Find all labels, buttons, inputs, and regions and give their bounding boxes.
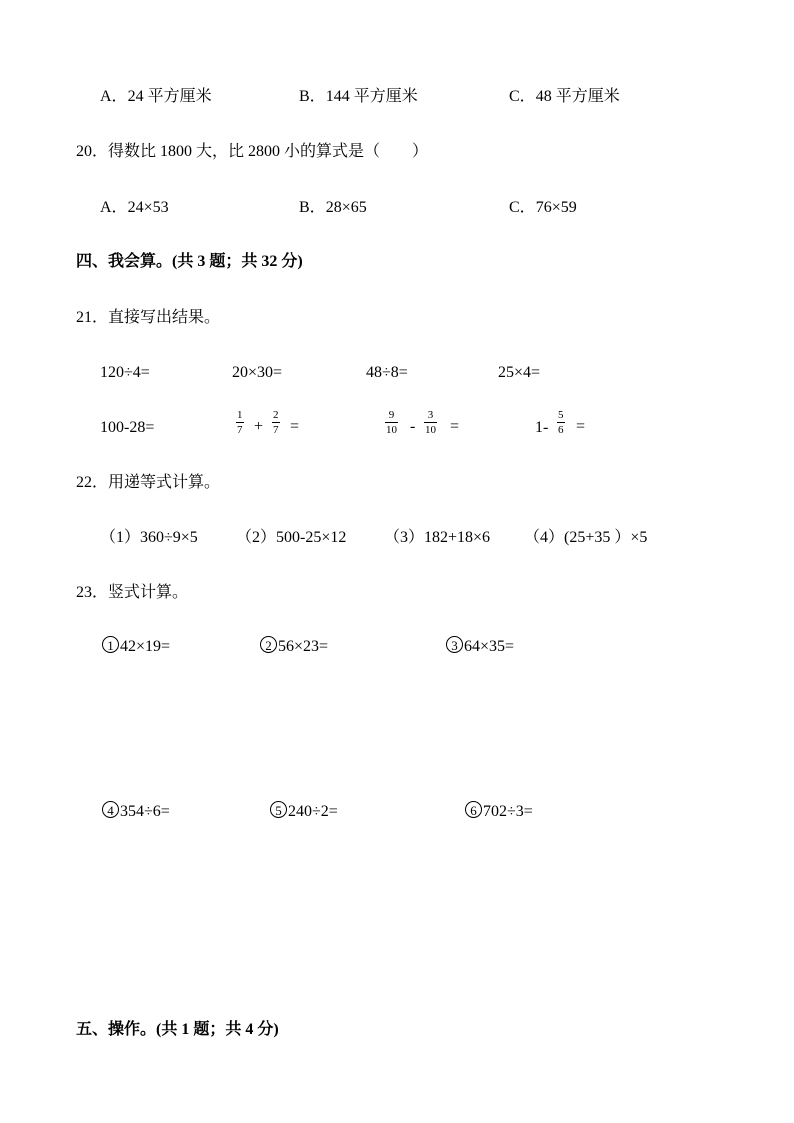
q22-stem: 22．用递等式计算。 (76, 474, 221, 491)
fraction: 1 7 (237, 409, 243, 436)
q20-option-b: B．28×65 (299, 199, 367, 216)
section-4-heading: 四、我会算。(共 3 题；共 32 分) (76, 253, 303, 270)
circled-number: 1 (102, 636, 119, 653)
q19-option-c: C．48 平方厘米 (509, 88, 620, 105)
circled-number: 5 (270, 801, 287, 818)
q21-item-1: 120÷4= (100, 364, 150, 381)
fraction: 5 6 (558, 409, 564, 436)
q22-item-3: （3）182+18×6 (384, 529, 491, 546)
q21-item-2: 20×30= (232, 364, 283, 381)
fraction: 2 7 (273, 409, 279, 436)
q21-item-5: 100-28= (100, 419, 155, 436)
q19-option-a: A．24 平方厘米 (100, 88, 212, 105)
q19-option-b: B．144 平方厘米 (299, 88, 418, 105)
q21-item-3: 48÷8= (366, 364, 408, 381)
circled-number: 2 (260, 636, 277, 653)
section-5-heading: 五、操作。(共 1 题；共 4 分) (76, 1021, 279, 1038)
q23-item-1: 1 42×19= (102, 636, 170, 657)
q23-item-6: 6 702÷3= (465, 801, 533, 822)
circled-number: 4 (102, 801, 119, 818)
circled-number: 3 (446, 636, 463, 653)
fraction: 9 10 (386, 409, 397, 436)
q20-stem: 20．得数比 1800 大，比 2800 小的算式是（ ） (76, 143, 429, 160)
q21-item-4: 25×4= (498, 364, 541, 381)
q22-item-4: （4）(25+35 ）×5 (524, 529, 648, 546)
q20-option-a: A．24×53 (100, 199, 169, 216)
q23-item-2: 2 56×23= (260, 636, 328, 657)
q22-item-1: （1）360÷9×5 (100, 529, 198, 546)
q23-item-4: 4 354÷6= (102, 801, 170, 822)
fraction: 3 10 (425, 409, 436, 436)
q22-item-2: （2）500-25×12 (236, 529, 347, 546)
circled-number: 6 (465, 801, 482, 818)
q23-stem: 23．竖式计算。 (76, 584, 189, 601)
q23-item-5: 5 240÷2= (270, 801, 338, 822)
q21-stem: 21．直接写出结果。 (76, 309, 221, 326)
q23-item-3: 3 64×35= (446, 636, 514, 657)
q20-option-c: C．76×59 (509, 199, 577, 216)
